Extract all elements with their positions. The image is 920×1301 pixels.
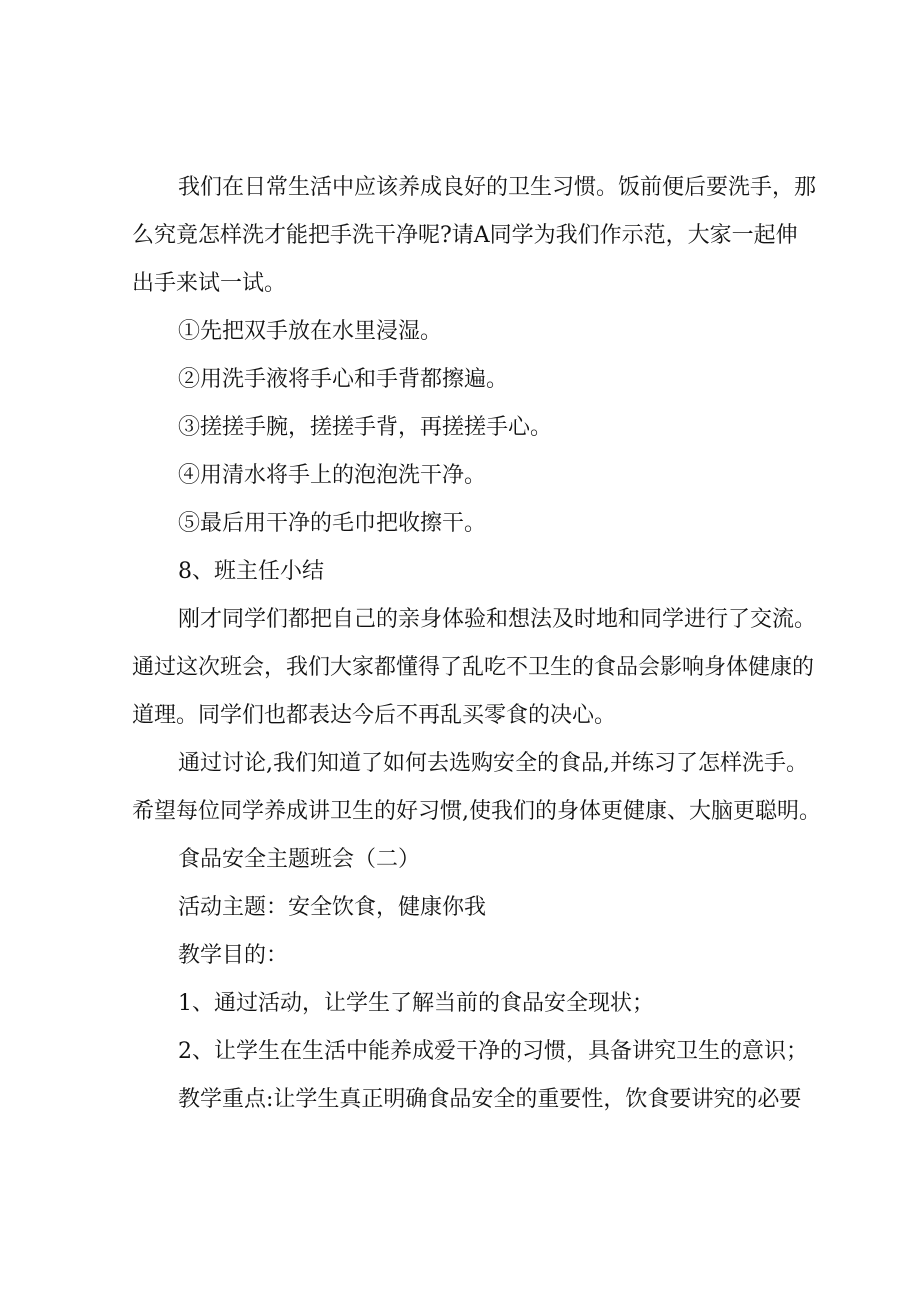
text-line: 道理。同学们也都表达今后不再乱买零食的决心。 — [132, 703, 617, 728]
text-line: ⑤最后用干净的毛巾把收擦干。 — [178, 511, 487, 536]
text-line: 通过讨论,我们知道了如何去选购安全的食品,并练习了怎样洗手。 — [178, 751, 808, 776]
section-title: 食品安全主题班会（二） — [178, 847, 421, 872]
text-line: 么究竟怎样洗才能把手洗干净呢?请A同学为我们作示范，大家一起伸 — [132, 223, 798, 248]
text-line: ③搓搓手腕，搓搓手背，再搓搓手心。 — [178, 415, 553, 440]
text-line: ①先把双手放在水里浸湿。 — [178, 319, 443, 344]
text-line: 刚才同学们都把自己的亲身体验和想法及时地和同学进行了交流。 — [178, 607, 817, 632]
section-heading: 8、班主任小结 — [178, 559, 324, 584]
text-line: 活动主题：安全饮食，健康你我 — [178, 895, 487, 920]
text-line: ④用清水将手上的泡泡洗干净。 — [178, 463, 487, 488]
text-line: 2、让学生在生活中能养成爱干净的习惯，具备讲究卫生的意识； — [178, 1039, 808, 1064]
text-line: 希望每位同学养成讲卫生的好习惯,使我们的身体更健康、大脑更聪明。 — [132, 799, 821, 824]
text-line: 1、通过活动，让学生了解当前的食品安全现状； — [178, 991, 654, 1016]
text-line: 我们在日常生活中应该养成良好的卫生习惯。饭前便后要洗手，那 — [178, 175, 817, 200]
text-line: 通过这次班会，我们大家都懂得了乱吃不卫生的食品会影响身体健康的 — [132, 655, 815, 680]
text-line: 教学重点:让学生真正明确食品安全的重要性，饮食要讲究的必要 — [178, 1087, 802, 1112]
text-line: ②用洗手液将手心和手背都擦遍。 — [178, 367, 509, 392]
text-line: 教学目的： — [178, 943, 289, 968]
text-line: 出手来试一试。 — [132, 271, 287, 296]
